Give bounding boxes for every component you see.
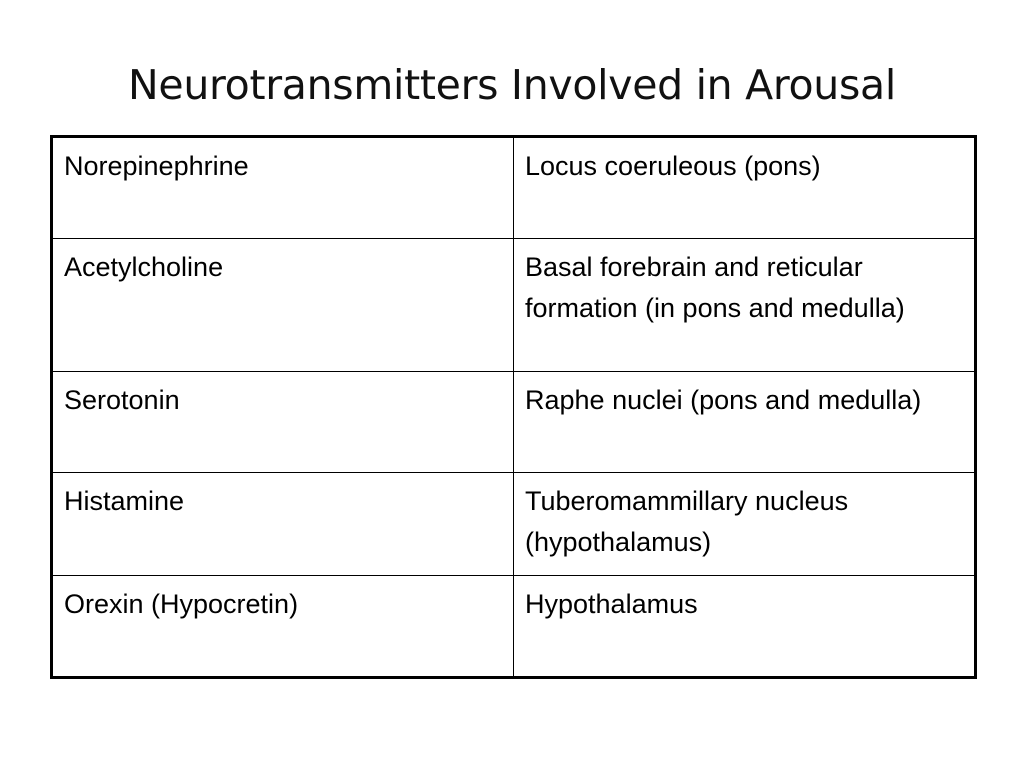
neurotransmitter-cell: Norepinephrine [52, 137, 514, 239]
neurotransmitter-table [50, 135, 977, 679]
location-cell: Locus coeruleous (pons) [514, 137, 976, 239]
slide-title: Neurotransmitters Involved in Arousal [128, 61, 896, 109]
location-cell: Hypothalamus [514, 576, 976, 678]
table-row [52, 372, 976, 473]
neurotransmitter-cell: Serotonin [52, 372, 514, 473]
location-cell: Raphe nuclei (pons and medulla) [514, 372, 976, 473]
table-row [52, 473, 976, 576]
neurotransmitter-cell: Orexin (Hypocretin) [52, 576, 514, 678]
neurotransmitter-cell: Histamine [52, 473, 514, 576]
table-row [52, 239, 976, 372]
neurotransmitter-cell: Acetylcholine [52, 239, 514, 372]
location-cell: Tuberomammillary nucleus (hypothalamus) [514, 473, 976, 576]
table-row [52, 137, 976, 239]
location-cell: Basal forebrain and reticular formation (in pons and medulla) [514, 239, 976, 372]
table-row [52, 576, 976, 678]
